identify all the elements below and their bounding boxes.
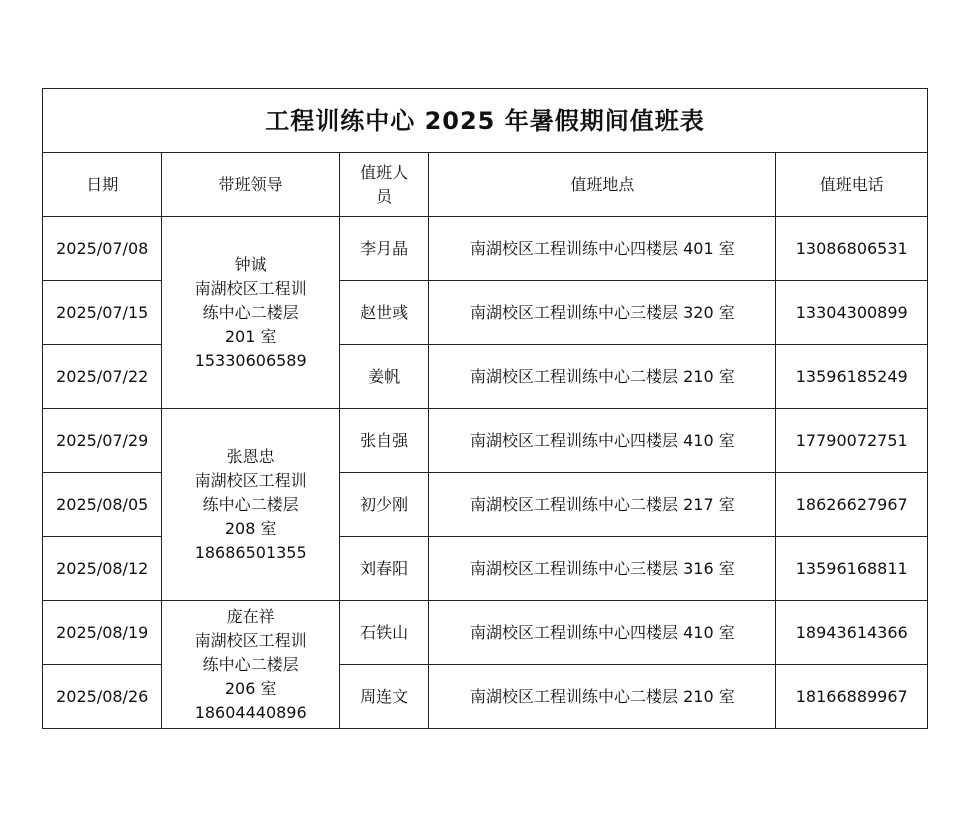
header-person-line2: 员	[376, 186, 393, 206]
leader-room: 208 室	[224, 518, 277, 538]
date-cell: 2025/07/15	[43, 281, 162, 345]
date-cell: 2025/08/12	[43, 537, 162, 601]
phone-cell: 18943614366	[776, 601, 928, 665]
leader-cell	[162, 409, 340, 601]
table-row	[43, 601, 928, 665]
place-cell: 南湖校区工程训练中心四楼层 410 室	[429, 409, 776, 473]
leader-place-line2: 练中心二楼层	[202, 302, 299, 322]
phone-cell: 13086806531	[776, 217, 928, 281]
header-place: 值班地点	[429, 153, 776, 217]
leader-phone: 18604440896	[194, 702, 307, 722]
leader-cell	[162, 217, 340, 409]
leader-name: 张恩忠	[226, 446, 275, 466]
person-cell: 赵世彧	[339, 281, 428, 345]
date-cell: 2025/08/26	[43, 665, 162, 729]
leader-place-line1: 南湖校区工程训	[194, 470, 307, 490]
leader-cell	[162, 601, 340, 729]
leader-phone: 15330606589	[194, 350, 307, 370]
title-row	[43, 89, 928, 153]
date-cell: 2025/08/19	[43, 601, 162, 665]
leader-place-line2: 练中心二楼层	[202, 654, 299, 674]
place-cell: 南湖校区工程训练中心三楼层 320 室	[429, 281, 776, 345]
person-cell: 石铁山	[339, 601, 428, 665]
person-cell: 周连文	[339, 665, 428, 729]
place-cell: 南湖校区工程训练中心二楼层 210 室	[429, 665, 776, 729]
place-cell: 南湖校区工程训练中心三楼层 316 室	[429, 537, 776, 601]
header-phone: 值班电话	[776, 153, 928, 217]
leader-place-line2: 练中心二楼层	[202, 494, 299, 514]
place-cell: 南湖校区工程训练中心二楼层 217 室	[429, 473, 776, 537]
header-person	[339, 153, 428, 217]
date-cell: 2025/07/08	[43, 217, 162, 281]
header-row	[43, 153, 928, 217]
phone-cell: 18166889967	[776, 665, 928, 729]
duty-schedule-table	[42, 88, 928, 729]
person-cell: 李月晶	[339, 217, 428, 281]
date-cell: 2025/07/22	[43, 345, 162, 409]
place-cell: 南湖校区工程训练中心四楼层 410 室	[429, 601, 776, 665]
person-cell: 张自强	[339, 409, 428, 473]
header-person-line1: 值班人	[360, 162, 409, 182]
date-cell: 2025/08/05	[43, 473, 162, 537]
table-row	[43, 217, 928, 281]
person-cell: 姜帆	[339, 345, 428, 409]
phone-cell: 17790072751	[776, 409, 928, 473]
person-cell: 初少刚	[339, 473, 428, 537]
table-title: 工程训练中心 2025 年暑假期间值班表	[43, 89, 928, 153]
place-cell: 南湖校区工程训练中心四楼层 401 室	[429, 217, 776, 281]
table-row	[43, 409, 928, 473]
leader-room: 201 室	[224, 326, 277, 346]
leader-place-line1: 南湖校区工程训	[194, 630, 307, 650]
phone-cell: 13596185249	[776, 345, 928, 409]
leader-room: 206 室	[224, 678, 277, 698]
leader-name: 庞在祥	[226, 606, 275, 626]
phone-cell: 18626627967	[776, 473, 928, 537]
leader-phone: 18686501355	[194, 542, 307, 562]
phone-cell: 13596168811	[776, 537, 928, 601]
place-cell: 南湖校区工程训练中心二楼层 210 室	[429, 345, 776, 409]
header-leader: 带班领导	[162, 153, 340, 217]
header-date: 日期	[43, 153, 162, 217]
person-cell: 刘春阳	[339, 537, 428, 601]
leader-place-line1: 南湖校区工程训	[194, 278, 307, 298]
phone-cell: 13304300899	[776, 281, 928, 345]
leader-name: 钟诚	[234, 254, 267, 274]
date-cell: 2025/07/29	[43, 409, 162, 473]
